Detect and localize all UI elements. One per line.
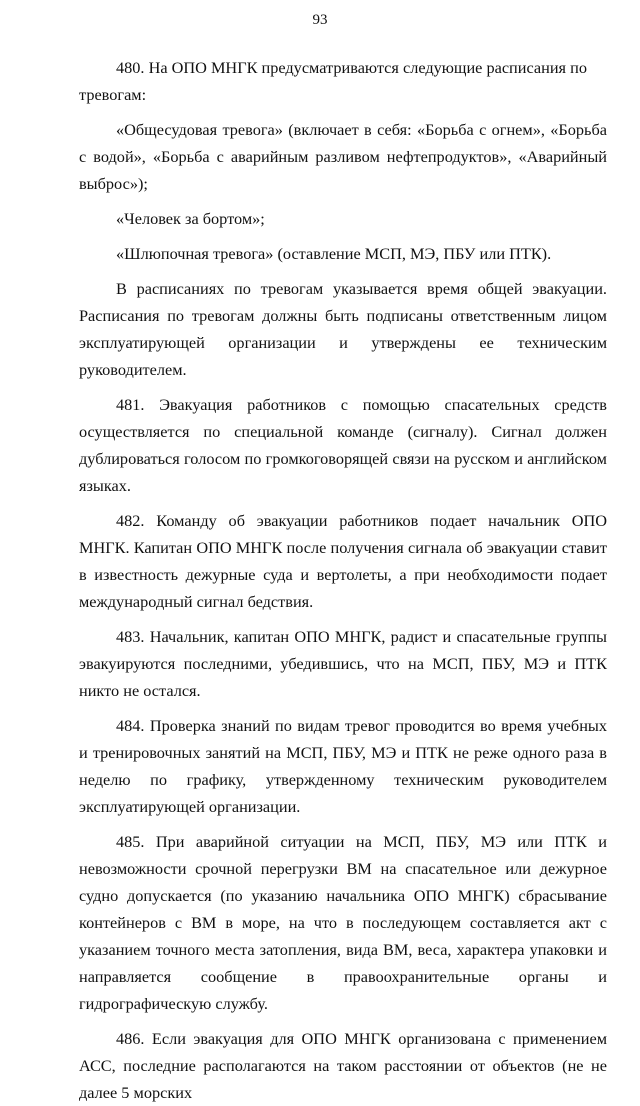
paragraph-evacuation-schedule: В расписаниях по тревогам указывается время общей эвакуации. Расписания по тревогам должны быть подписаны ответственным лицом эксплуатирующей организации и утверждены ее техническим руководителем. bbox=[79, 279, 607, 379]
paragraph-481: 481. Эвакуация работников с помощью спасательных средств осуществляется по специальной команде (сигналу). Сигнал должен дублироваться голосом по громкоговорящей связи на русском и английском языках. bbox=[79, 395, 607, 495]
paragraph-boat-alarm: «Шлюпочная тревога» (оставление МСП, МЭ, ПБУ или ПТК). bbox=[116, 244, 552, 263]
paragraph-485: 485. При аварийной ситуации на МСП, ПБУ, МЭ или ПТК и невозможности срочной перегрузки ВМ на спасательное или дежурное судно допускается (по указанию начальника ОПО МНГК) сбрасывание контейнеров с ВМ в море, на что в последующем составляется акт с указанием точного места затопления, вида ВМ, веса, характера упаковки и направляется сообщение в правоохранительные органы и гидрографическую службу. bbox=[79, 832, 607, 1013]
paragraph-486: 486. Если эвакуация для ОПО МНГК организована с применением АСС, последние располагаются на таком расстоянии от объектов (не не далее 5 морских bbox=[79, 1029, 607, 1102]
paragraph-general-alarm: «Общесудовая тревога» (включает в себя: «Борьба с огнем», «Борьба с водой», «Борьба с аварийным разливом нефтепродуктов», «Аварийный выброс»); bbox=[79, 120, 607, 193]
paragraph-484: 484. Проверка знаний по видам тревог проводится во время учебных и тренировочных занятий на МСП, ПБУ, МЭ и ПТК не реже одного раза в неделю по графику, утвержденному техническим руководителем эксплуатирующей организации. bbox=[79, 716, 607, 816]
paragraph-483: 483. Начальник, капитан ОПО МНГК, радист и спасательные группы эвакуируются последними, убедившись, что на МСП, ПБУ, МЭ и ПТК никто не остался. bbox=[79, 627, 607, 700]
document-body bbox=[79, 54, 607, 1106]
paragraph-man-overboard: «Человек за бортом»; bbox=[116, 209, 265, 228]
paragraph-482: 482. Команду об эвакуации работников подает начальник ОПО МНГК. Капитан ОПО МНГК после получения сигнала об эвакуации ставит в известность дежурные суда и вертолеты, а при необходимости подает международный сигнал бедствия. bbox=[79, 511, 607, 611]
page-number: 93 bbox=[312, 12, 328, 28]
paragraph-480: 480. На ОПО МНГК предусматриваются следующие расписания по тревогам: bbox=[79, 58, 587, 104]
